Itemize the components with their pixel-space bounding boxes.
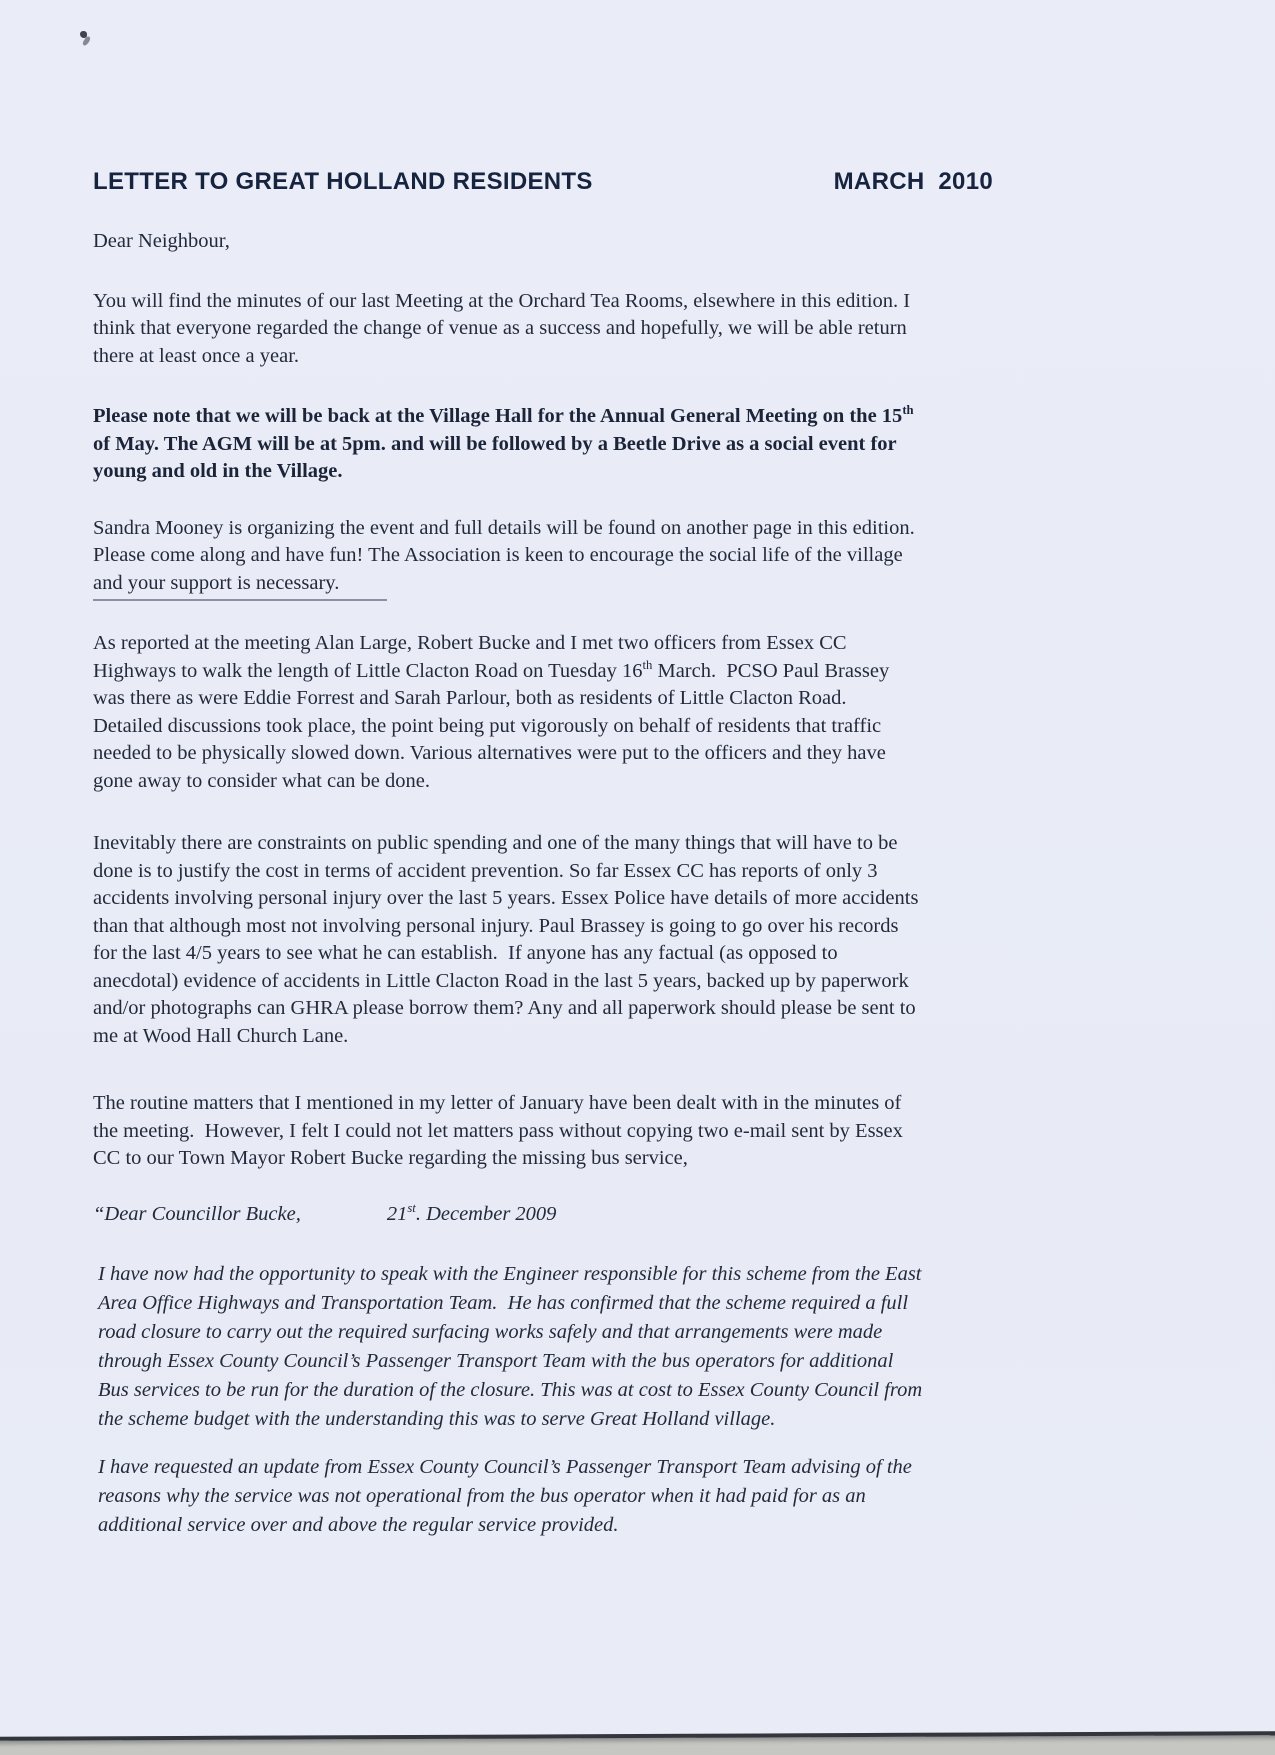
text-line: You will find the minutes of our last Meeting at the Orchard Tea Rooms, elsewhere in this edition. I xyxy=(93,289,911,312)
text-line: I have requested an update from Essex County Council’s Passenger Transport Team advising of the xyxy=(98,1455,912,1478)
text-line: Sandra Mooney is organizing the event and full details will be found on another page in this edition. xyxy=(93,516,915,539)
text-line: As reported at the meeting Alan Large, Robert Bucke and I met two officers from Essex CC xyxy=(93,632,847,654)
text-line: CC to our Town Mayor Robert Bucke regarding the missing bus service, xyxy=(93,1147,688,1169)
text-line: for the last 4/5 years to see what he can establish. If anyone has any factual (as opposed to xyxy=(93,942,838,964)
ordinal-suffix: st xyxy=(407,1200,416,1215)
text-line: there at least once a year. xyxy=(93,344,300,367)
email-quote-header xyxy=(93,1200,1275,1229)
line-text: Highways to walk the length of Little Clacton Road on Tuesday 16 xyxy=(93,659,643,682)
text-line: of May. The AGM will be at 5pm. and will be followed by a Beetle Drive as a social event for xyxy=(93,432,897,455)
ordinal-suffix: th xyxy=(642,657,653,672)
text-line: Bus services to be run for the duration of the closure. This was at cost to Essex County Council from xyxy=(98,1378,923,1401)
paragraph-social-event xyxy=(93,515,1275,602)
paragraph-intro xyxy=(93,288,1275,371)
salutation: Dear Neighbour, xyxy=(93,230,230,252)
text-line: and/or photographs can GHRA please borrow them? Any and all paperwork should please be sent to xyxy=(93,997,916,1019)
text-line: gone away to consider what can be done. xyxy=(93,769,430,792)
text-line: young and old in the Village. xyxy=(93,460,343,482)
text-line: done is to justify the cost in terms of accident prevention. So far Essex CC has reports of only 3 xyxy=(93,859,878,882)
text-line: reasons why the service was not operational from the bus operator when it had paid for as an xyxy=(98,1484,866,1507)
text-line: was there as were Eddie Forrest and Sarah Parlour, both as residents of Little Clacton Road. xyxy=(93,687,847,709)
email-paragraph-2 xyxy=(93,1453,1275,1540)
quote-date: 21 xyxy=(386,1202,408,1225)
paragraph-routine-matters xyxy=(93,1090,1275,1173)
letter-title: LETTER TO GREAT HOLLAND RESIDENTS xyxy=(93,168,593,195)
text-line: think that everyone regarded the change of venue as a success and hopefully, we will be able return xyxy=(93,317,907,339)
email-paragraph-1 xyxy=(93,1260,1275,1434)
text-line: the meeting. However, I felt I could not let matters pass without copying two e-mail sent by Essex xyxy=(93,1119,903,1142)
text-line: additional service over and above the regular service provided. xyxy=(98,1513,619,1536)
text-line: anecdotal) evidence of accidents in Little Clacton Road in the last 5 years, backed up by paperwork xyxy=(93,969,909,992)
text-line: Detailed discussions took place, the point being put vigorously on behalf of residents that traffic xyxy=(93,714,882,737)
text-line: I have now had the opportunity to speak with the Engineer responsible for this scheme from the East xyxy=(98,1262,922,1285)
quote-salutation: “Dear Councillor Bucke, xyxy=(93,1202,301,1225)
letter-header xyxy=(93,168,993,196)
text-line: than that although most not involving personal injury. Paul Brassey is going to go over his records xyxy=(93,914,899,937)
quote-date-rest: . December 2009 xyxy=(415,1202,557,1225)
underlined-text: and your support is necessary. xyxy=(93,570,387,602)
text-line xyxy=(93,570,1275,602)
text-line: through Essex County Council’s Passenger Transport Team with the bus operators for additional xyxy=(98,1349,894,1372)
text-line: Please come along and have fun! The Association is keen to encourage the social life of the village xyxy=(93,544,903,566)
text-line: needed to be physically slowed down. Various alternatives were put to the officers and they have xyxy=(93,742,886,764)
text-line: Inevitably there are constraints on public spending and one of the many things that will have to be xyxy=(93,832,898,854)
text-line xyxy=(93,658,1275,686)
text-line: the scheme budget with the understanding this was to serve Great Holland village. xyxy=(98,1407,776,1430)
text-line xyxy=(93,1200,1275,1229)
paragraph-highways-walk xyxy=(93,630,1275,795)
text-line: The routine matters that I mentioned in my letter of January have been dealt with in the minutes of xyxy=(93,1092,902,1114)
text-line: me at Wood Hall Church Lane. xyxy=(93,1024,349,1047)
line-text: Please note that we will be back at the Village Hall for the Annual General Meeting on the 15 xyxy=(93,405,903,427)
letter-date: MARCH 2010 xyxy=(833,168,993,195)
paragraph-spending xyxy=(93,830,1275,1050)
text-line: Area Office Highways and Transportation Team. He has confirmed that the scheme required a full xyxy=(98,1291,909,1314)
line-text: March. PCSO Paul Brassey xyxy=(652,659,890,682)
text-line: road closure to carry out the required surfacing works safely and that arrangements were made xyxy=(98,1320,883,1343)
text-line xyxy=(93,403,1275,431)
ordinal-suffix: th xyxy=(902,403,914,418)
paragraph-agm-notice xyxy=(93,403,1275,486)
text-line: accidents involving personal injury over the last 5 years. Essex Police have details of more accidents xyxy=(93,887,919,909)
